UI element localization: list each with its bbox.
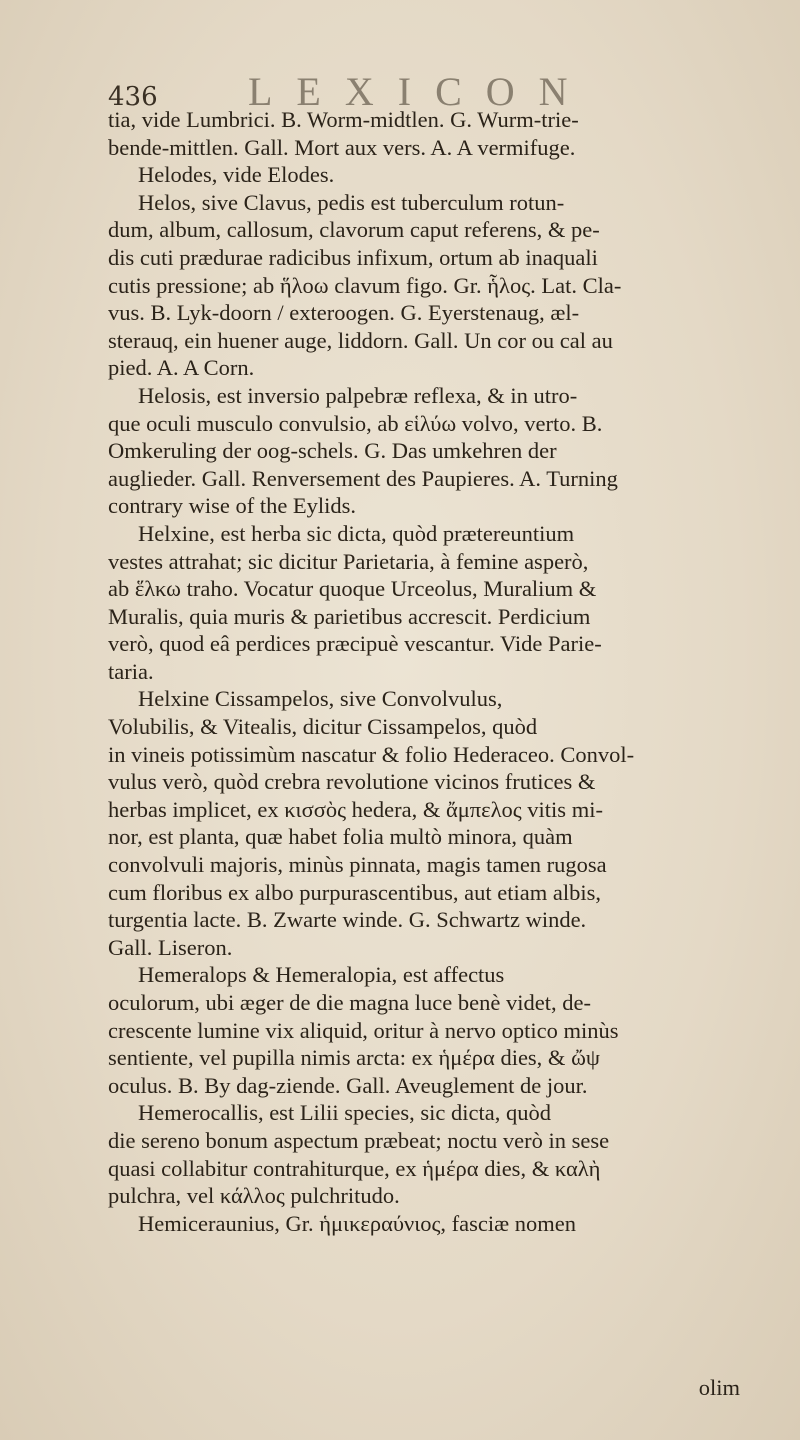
text-line: ab ἕλκω traho. Vocatur quoque Urceolus, Muralium & xyxy=(108,576,597,602)
text-line: die sereno bonum aspectum præbeat; noctu verò in sese xyxy=(108,1127,610,1153)
text-body xyxy=(108,106,750,1237)
text-line: sentiente, vel pupilla nimis arcta: ex ἡμέρα dies, & ὤψ xyxy=(108,1045,600,1071)
text-line: oculorum, ubi æger de die magna luce benè videt, de- xyxy=(108,990,591,1015)
text-line: Helodes, vide Elodes. xyxy=(138,162,335,188)
text-line: pulchra, vel κάλλος pulchritudo. xyxy=(108,1183,400,1209)
text-line: turgentia lacte. B. Zwarte winde. G. Schwartz winde. xyxy=(108,907,587,933)
text-line: sterauq, ein huener auge, liddorn. Gall. Un cor ou cal au xyxy=(108,327,613,353)
text-line: dis cuti prædurae radicibus infixum, ortum ab inaquali xyxy=(108,244,598,270)
text-line: verò, quod eâ perdices præcipuè vescantur. Vide Parie- xyxy=(108,631,602,657)
text-line: in vineis potissimùm nascatur & folio Hederaceo. Convol- xyxy=(108,741,635,767)
text-line: Helxine, est herba sic dicta, quòd prætereuntium xyxy=(138,520,575,546)
text-line: convolvuli majoris, minùs pinnata, magis tamen rugosa xyxy=(108,852,607,878)
text-line: pied. A. A Corn. xyxy=(108,355,255,381)
text-line: crescente lumine vix aliquid, oritur à nervo optico minùs xyxy=(108,1017,619,1043)
text-line: nor, est planta, quæ habet folia multò minora, quàm xyxy=(108,824,573,850)
text-line: taria. xyxy=(108,658,154,684)
text-line: cutis pressione; ab ἥλοω clavum figo. Gr. ἧλος. Lat. Cla- xyxy=(108,272,622,298)
text-line: vus. B. Lyk-doorn / exteroogen. G. Eyerstenaug, æl- xyxy=(108,300,580,326)
text-line: Omkeruling der oog-schels. G. Das umkehren der xyxy=(108,438,557,464)
text-line: Muralis, quia muris & parietibus accrescit. Perdicium xyxy=(108,603,591,629)
text-line: Helos, sive Clavus, pedis est tuberculum rotun- xyxy=(138,189,565,215)
page-number: 436 xyxy=(108,82,158,112)
text-line: tia, vide Lumbrici. B. Worm-midtlen. G. Wurm-trie- xyxy=(108,107,579,132)
text-line: vestes attrahat; sic dicitur Parietaria, à femine asperò, xyxy=(108,548,589,574)
text-line: Hemeralops & Hemeralopia, est affectus xyxy=(138,962,505,988)
text-line: cum floribus ex albo purpurascentibus, aut etiam albis, xyxy=(108,879,602,905)
text-line: Helxine Cissampelos, sive Convolvulus, xyxy=(138,686,503,712)
text-line: Gall. Liseron. xyxy=(108,934,233,960)
text-line: dum, album, callosum, clavorum caput referens, & pe- xyxy=(108,217,600,243)
text-line: Volubilis, & Vitealis, dicitur Cissampelos, quòd xyxy=(108,714,538,740)
text-line: que oculi musculo convulsio, ab εἱλύω volvo, verto. B. xyxy=(108,410,603,436)
text-line: vulus verò, quòd crebra revolutione vicinos frutices & xyxy=(108,769,596,795)
text-line: Hemiceraunius, Gr. ἡμικεραύνιος, fasciæ nomen xyxy=(138,1210,577,1236)
running-head: LEXICON xyxy=(248,69,592,114)
catchword: olim xyxy=(698,1375,740,1400)
text-line: quasi collabitur contrahiturque, ex ἡμέρα dies, & καλὴ xyxy=(108,1155,601,1181)
text-line: auglieder. Gall. Renversement des Paupieres. A. Turning xyxy=(108,465,618,491)
text-line: Helosis, est inversio palpebræ reflexa, & in utro- xyxy=(138,382,578,408)
text-line: oculus. B. By dag-ziende. Gall. Aveuglement de jour. xyxy=(108,1072,588,1098)
text-line: bende-mittlen. Gall. Mort aux vers. A. A vermifuge. xyxy=(108,134,576,160)
text-line: contrary wise of the Eylids. xyxy=(108,493,357,519)
text-line: herbas implicet, ex κισσὸς hedera, & ἄμπελος vitis mi- xyxy=(108,796,603,822)
text-line: Hemerocallis, est Lilii species, sic dicta, quòd xyxy=(138,1100,552,1126)
